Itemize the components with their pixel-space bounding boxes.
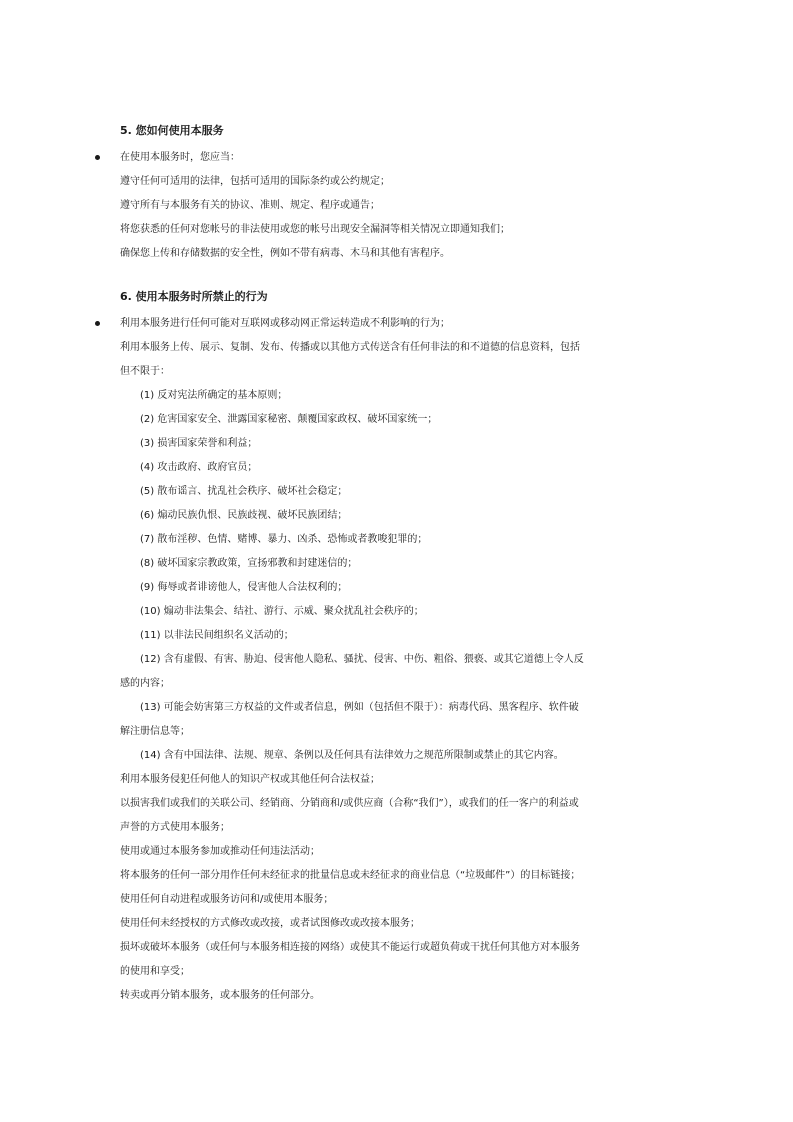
prohibited-item: (12) 含有虚假、有害、胁迫、侵害他人隐私、骚扰、侵害、中伤、粗俗、猥亵、或其它道德上令人反 (140, 654, 584, 665)
section-6-tail-line: 使用任何自动进程或服务访问和/或使用本服务； (120, 894, 334, 905)
prohibited-item: (9) 侮辱或者诽谤他人，侵害他人合法权利的； (140, 582, 348, 593)
section-6-tail-line: 转卖或再分销本服务，或本服务的任何部分。 (120, 990, 320, 1001)
prohibited-item: (5) 散布谣言、扰乱社会秩序、破坏社会稳定； (140, 486, 348, 497)
bullet-icon (95, 155, 100, 160)
prohibited-item: (2) 危害国家安全、泄露国家秘密、颠覆国家政权、破坏国家统一； (140, 414, 438, 425)
section-6-tail-line: 利用本服务侵犯任何他人的知识产权或其他任何合法权益； (120, 774, 380, 785)
prohibited-item-continuation: 感的内容； (120, 678, 170, 689)
prohibited-item: (10) 煽动非法集会、结社、游行、示威、聚众扰乱社会秩序的； (140, 606, 424, 617)
section-5-line: 将您获悉的任何对您帐号的非法使用或您的帐号出现安全漏洞等相关情况立即通知我们； (120, 224, 510, 235)
section-6-tail-line: 以损害我们或我们的关联公司、经销商、分销商和/或供应商（合称“我们”），或我们的任一客户的利益或 (120, 798, 579, 809)
section-6-intro-line: 利用本服务进行任何可能对互联网或移动网正常运转造成不利影响的行为； (120, 318, 450, 329)
section-6-heading: 6. 使用本服务时所禁止的行为 (120, 290, 268, 303)
section-6-tail-line: 将本服务的任何一部分用作任何未经征求的批量信息或未经征求的商业信息（“垃圾邮件”）的目标链接； (120, 870, 581, 881)
section-5-line: 在使用本服务时，您应当： (120, 152, 240, 163)
prohibited-item: (11) 以非法民间组织名义活动的； (140, 630, 294, 641)
section-6-intro-line: 但不限于： (120, 366, 170, 377)
section-5-line: 确保您上传和存储数据的安全性，例如不带有病毒、木马和其他有害程序。 (120, 248, 450, 259)
section-5-line: 遵守任何可适用的法律，包括可适用的国际条约或公约规定； (120, 176, 390, 187)
prohibited-item: (14) 含有中国法律、法规、规章、条例以及任何具有法律效力之规范所限制或禁止的其它内容。 (140, 750, 564, 761)
prohibited-item: (8) 破坏国家宗教政策，宣扬邪教和封建迷信的； (140, 558, 358, 569)
prohibited-item: (3) 损害国家荣誉和利益； (140, 438, 258, 449)
section-6-tail-line: 使用任何未经授权的方式修改或改接，或者试图修改或改接本服务； (120, 918, 420, 929)
prohibited-item: (6) 煽动民族仇恨、民族歧视、破坏民族团结； (140, 510, 348, 521)
prohibited-item-continuation: 解注册信息等； (120, 726, 190, 737)
prohibited-item: (1) 反对宪法所确定的基本原则； (140, 390, 288, 401)
prohibited-item: (7) 散布淫秽、色情、赌博、暴力、凶杀、恐怖或者教唆犯罪的； (140, 534, 428, 545)
section-6-tail-line: 损坏或破坏本服务（或任何与本服务相连接的网络）或使其不能运行或超负荷或干扰任何其他方对本服务 (120, 942, 580, 953)
prohibited-item: (13) 可能会妨害第三方权益的文件或者信息，例如（包括但不限于）：病毒代码、黑客程序、软件破 (140, 702, 579, 713)
section-6-tail-line: 的使用和享受； (120, 966, 190, 977)
section-5-heading: 5. 您如何使用本服务 (120, 124, 224, 137)
bullet-icon (95, 321, 100, 326)
section-6-tail-line: 声誉的方式使用本服务； (120, 822, 230, 833)
section-6-intro-line: 利用本服务上传、展示、复制、发布、传播或以其他方式传送含有任何非法的和不道德的信息资料，包括 (120, 342, 580, 353)
section-5-line: 遵守所有与本服务有关的协议、准则、规定、程序或通告； (120, 200, 380, 211)
prohibited-item: (4) 攻击政府、政府官员； (140, 462, 258, 473)
section-6-tail-line: 使用或通过本服务参加或推动任何违法活动； (120, 846, 320, 857)
